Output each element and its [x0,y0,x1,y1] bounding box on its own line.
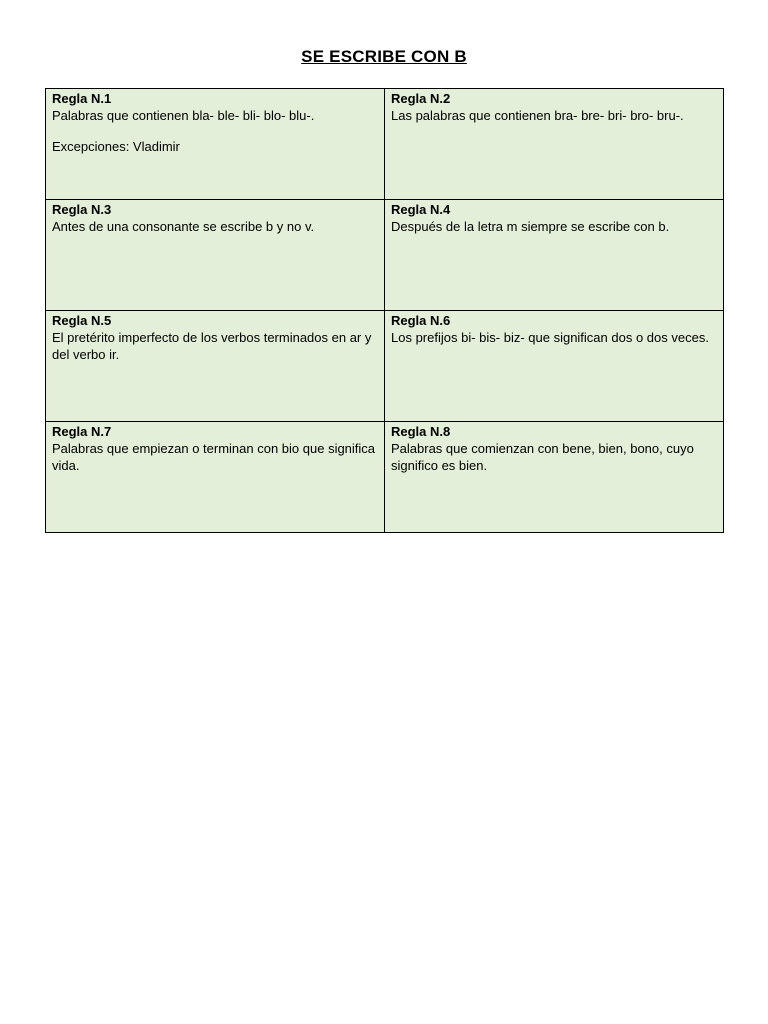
rule-title: Regla N.5 [52,313,112,328]
rule-cell-1 [46,89,385,200]
rule-cell-2 [385,89,724,200]
rule-text: Las palabras que contienen bra- bre- bri- bro- bru-. [391,108,684,123]
rule-title: Regla N.2 [391,91,451,106]
rule-cell-8 [385,422,724,533]
rule-text: Los prefijos bi- bis- biz- que significan dos o dos veces. [391,330,709,345]
page-title: SE ESCRIBE CON B [301,47,467,66]
rule-title: Regla N.8 [391,424,451,439]
table-row [46,422,724,533]
rule-exceptions: Excepciones: Vladimir [52,139,180,154]
rule-cell-4 [385,200,724,311]
rule-text: Palabras que empiezan o terminan con bio que significa vida. [52,441,376,473]
rule-title: Regla N.6 [391,313,451,328]
rule-title: Regla N.3 [52,202,112,217]
rule-title: Regla N.4 [391,202,451,217]
rule-cell-5 [46,311,385,422]
rule-text: El pretérito imperfecto de los verbos terminados en ar y del verbo ir. [52,330,372,362]
rules-table [45,88,724,533]
rule-cell-7 [46,422,385,533]
table-row [46,89,724,200]
rule-text: Palabras que comienzan con bene, bien, bono, cuyo significo es bien. [391,441,694,473]
rule-text: Palabras que contienen bla- ble- bli- blo- blu-. [52,108,315,123]
rule-text: Después de la letra m siempre se escribe con b. [391,219,670,234]
rule-cell-6 [385,311,724,422]
rule-title: Regla N.7 [52,424,112,439]
rule-title: Regla N.1 [52,91,112,106]
rule-text: Antes de una consonante se escribe b y no v. [52,219,315,234]
rule-cell-3 [46,200,385,311]
table-row [46,311,724,422]
table-row [46,200,724,311]
